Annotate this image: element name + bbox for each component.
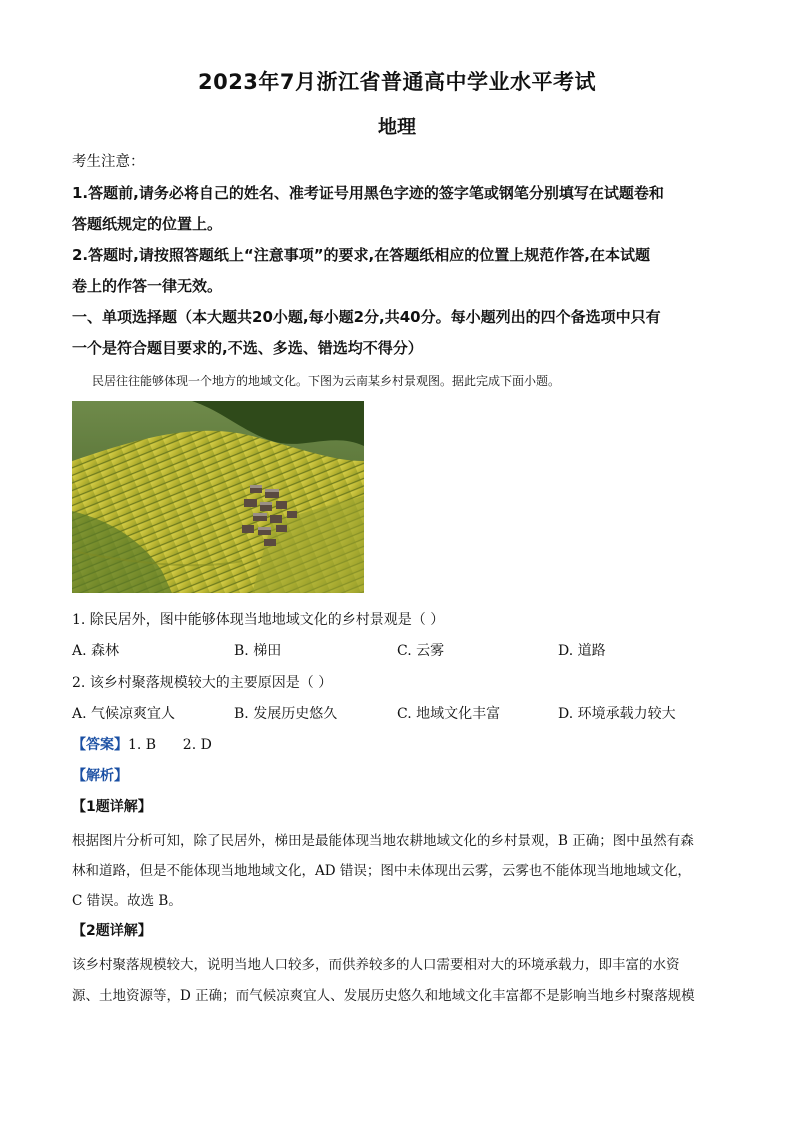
question-1-option-b: B. 梯田 (234, 643, 282, 659)
q1-detail-label: 【1题详解】 (72, 799, 152, 815)
section-heading-line-2: 一个是符合题目要求的,不选、多选、错选均不得分） (72, 339, 423, 357)
village-landscape-photo (72, 401, 364, 593)
question-1-option-a: A. 森林 (72, 643, 120, 659)
section-heading-line-1: 一、单项选择题（本大题共20小题,每小题2分,共40分。每小题列出的四个备选项中只有 (72, 308, 661, 326)
answer-text: 1. B 2. D (128, 737, 212, 753)
q2-detail-line-1: 该乡村聚落规模较大，说明当地人口较多，而供养较多的人口需要相对大的环境承载力，即丰富的水资 (72, 957, 680, 973)
question-1-stem: 1. 除民居外，图中能够体现当地地域文化的乡村景观是（ ） (72, 612, 445, 628)
q2-detail-line-2: 源、土地资源等，D 正确；而气候凉爽宜人、发展历史悠久和地域文化丰富都不是影响当地乡村聚落规模 (72, 988, 695, 1004)
notice-item-2-line-2: 卷上的作答一律无效。 (72, 277, 223, 295)
answer-label: 【答案】 (72, 737, 128, 753)
exam-title: 2023年7月浙江省普通高中学业水平考试 (197, 70, 597, 94)
question-2-option-d: D. 环境承载力较大 (558, 706, 676, 722)
q1-detail-line-3: C 错误。故选 B。 (72, 893, 182, 909)
subject-title: 地理 (377, 116, 416, 138)
q1-detail-line-2: 林和道路，但是不能体现当地地域文化，AD 错误；图中未体现出云雾，云雾也不能体现当地地域文化， (72, 863, 691, 879)
analysis-label: 【解析】 (72, 768, 128, 784)
notice-item-2-line-1: 2.答题时,请按照答题纸上“注意事项”的要求,在答题纸相应的位置上规范作答,在本试题 (72, 246, 650, 264)
notice-item-1-line-2: 答题纸规定的位置上。 (72, 215, 223, 233)
notice-item-1-line-1: 1.答题前,请务必将自己的姓名、准考证号用黑色字迹的签字笔或钢笔分别填写在试题卷和 (72, 184, 664, 202)
question-2-option-b: B. 发展历史悠久 (234, 706, 338, 722)
question-intro: 民居往往能够体现一个地方的地域文化。下图为云南某乡村景观图。据此完成下面小题。 (92, 374, 561, 388)
question-2-stem: 2. 该乡村聚落规模较大的主要原因是（ ） (72, 675, 333, 691)
question-2-option-c: C. 地域文化丰富 (397, 706, 501, 722)
question-1-option-d: D. 道路 (558, 643, 606, 659)
notice-heading: 考生注意： (72, 154, 145, 170)
question-2-option-a: A. 气候凉爽宜人 (72, 706, 176, 722)
question-1-option-c: C. 云雾 (397, 643, 445, 659)
answer-row (72, 734, 722, 754)
terraced-fields-image (72, 401, 364, 593)
q1-detail-line-1: 根据图片分析可知，除了民居外，梯田是最能体现当地农耕地域文化的乡村景观，B 正确；图中虽然有森 (72, 833, 694, 849)
analysis-row (72, 765, 722, 785)
q2-detail-label: 【2题详解】 (72, 923, 152, 939)
